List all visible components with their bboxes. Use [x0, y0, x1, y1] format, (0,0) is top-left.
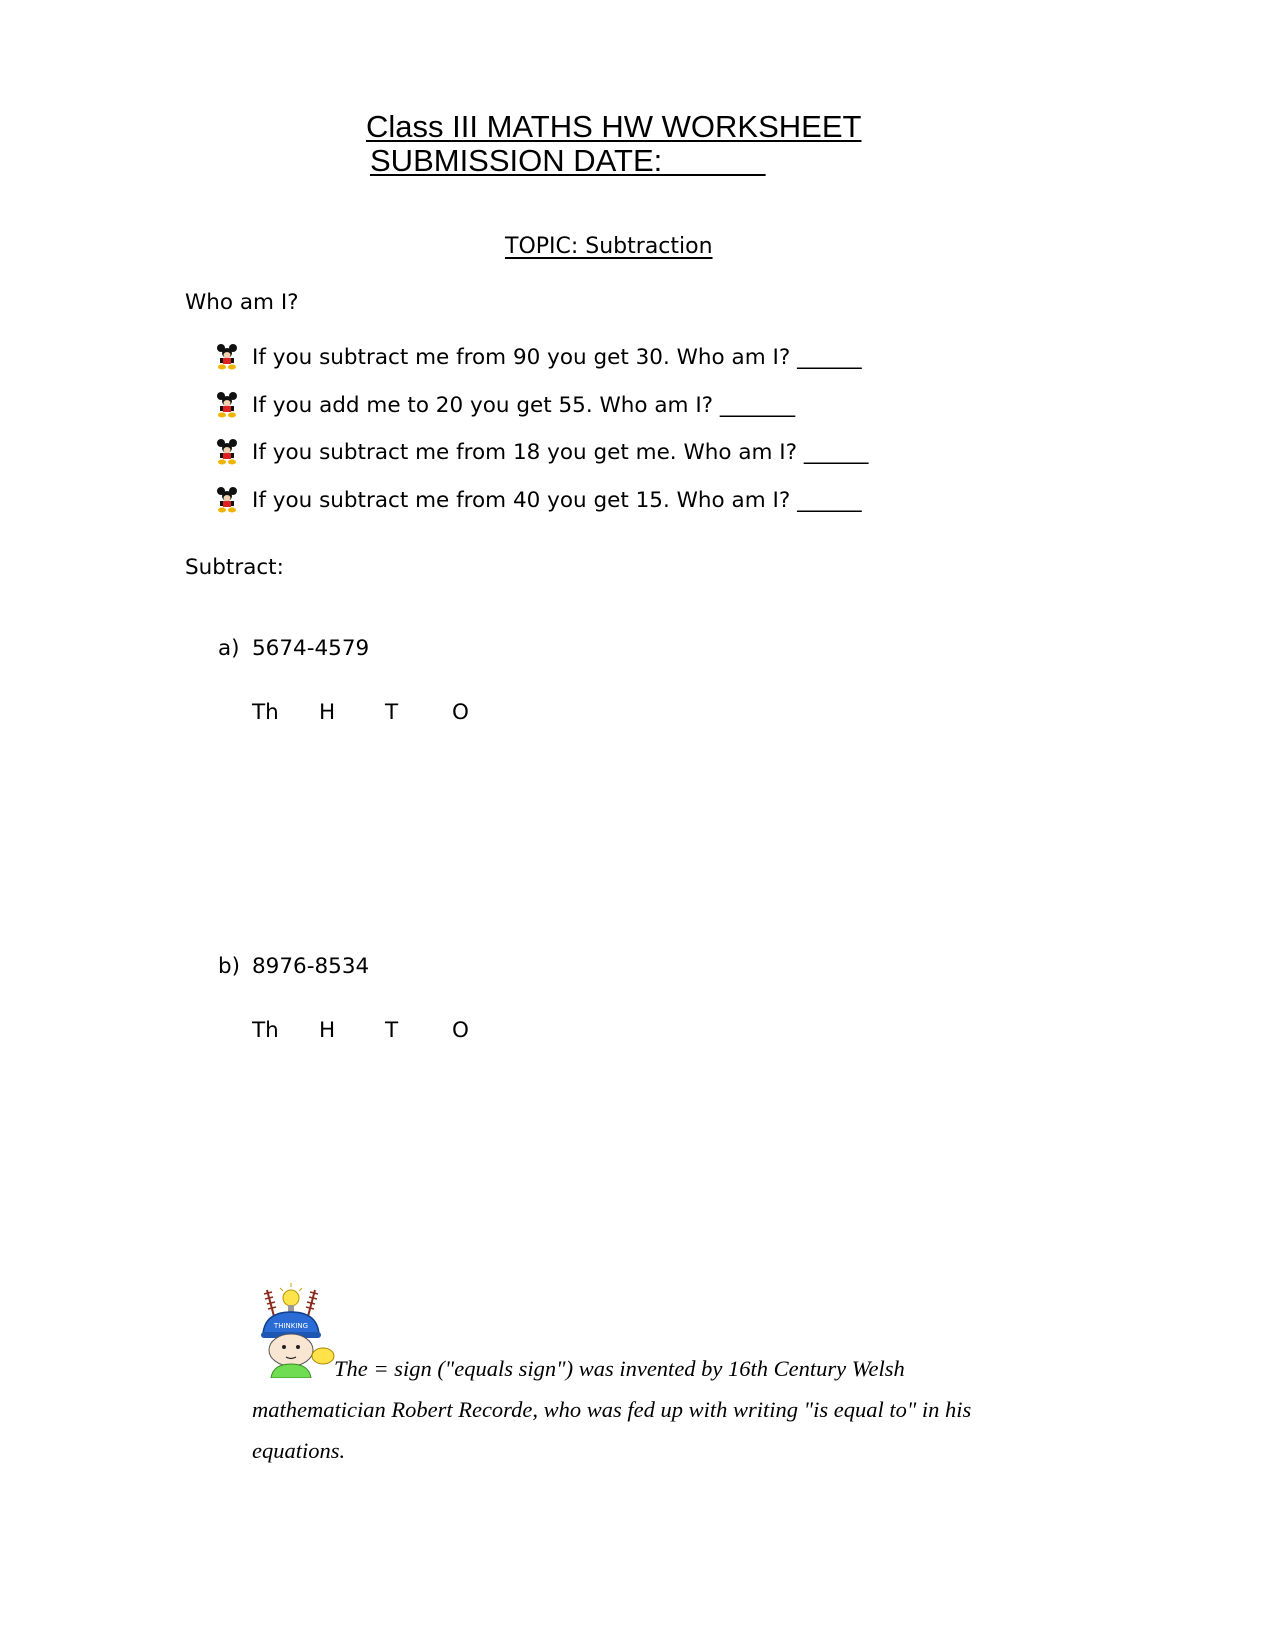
column-ones: O — [452, 1018, 469, 1043]
worksheet-title: Class III MATHS HW WORKSHEET — [366, 109, 862, 144]
mickey-mouse-icon — [216, 343, 238, 371]
column-thousands: Th — [252, 700, 279, 725]
column-hundreds: H — [319, 700, 336, 725]
column-thousands: Th — [252, 1018, 279, 1043]
column-ones: O — [452, 700, 469, 725]
problem-b-expression: 8976-8534 — [252, 954, 370, 979]
problem-a-expression: 5674-4579 — [252, 636, 370, 661]
question-text: If you subtract me from 40 you get 15. Who am I? ______ — [252, 487, 862, 513]
question-text: If you subtract me from 90 you get 30. Who am I? ______ — [252, 344, 862, 370]
problem-a-label: a) — [218, 636, 240, 661]
svg-text:THINKING: THINKING — [273, 1322, 309, 1330]
topic-heading: TOPIC: Subtraction — [505, 234, 713, 259]
column-tens: T — [385, 700, 399, 725]
mickey-mouse-icon — [216, 391, 238, 419]
list-item — [216, 343, 862, 371]
subtract-heading: Subtract: — [185, 555, 284, 580]
column-hundreds: H — [319, 1018, 336, 1043]
list-item — [216, 438, 868, 466]
list-item — [216, 391, 795, 419]
mickey-mouse-icon — [216, 438, 238, 466]
question-text: If you subtract me from 18 you get me. Who am I? ______ — [252, 439, 869, 465]
list-item — [216, 486, 862, 514]
problem-b-label: b) — [218, 954, 241, 979]
mickey-mouse-icon — [216, 486, 238, 514]
submission-date-line: SUBMISSION DATE: — [370, 143, 766, 178]
who-am-i-heading: Who am I? — [185, 290, 299, 315]
question-text: If you add me to 20 you get 55. Who am I? _______ — [252, 392, 796, 418]
column-tens: T — [385, 1018, 399, 1043]
fun-fact-text: The = sign ("equals sign") was invented by 16th Century Welsh mathematician Robert Recorde, who was fed up with writing "is equal to" in his equations. — [252, 1356, 972, 1463]
